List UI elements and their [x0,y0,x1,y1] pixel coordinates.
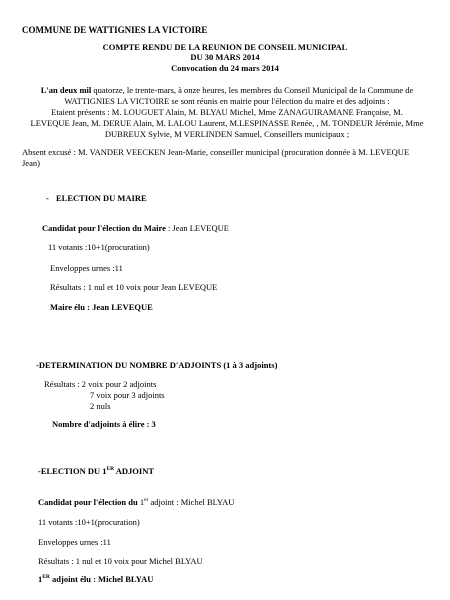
section-bullet: - [46,193,49,203]
adjoints-nombre: Nombre d'adjoints à élire : 3 [52,419,156,429]
intro-line-2 [18,96,436,107]
section-title-adjoints: -DETERMINATION DU NOMBRE D'ADJOINTS (1 à 3 adjoints) [36,360,278,370]
maire-votants: 11 votants :10+1(procuration) [48,242,150,252]
adjoint-candidat-sup: er [144,497,149,504]
adjoint-resultats: Résultats : 1 nul et 10 voix pour Michel BLYAU [38,556,203,566]
absent-paragraph [22,147,432,169]
commune-name: COMMUNE DE WATTIGNIES LA VICTOIRE [22,25,208,35]
intro-line-1-text: quatorze, le trente-mars, à onze heures, les membres du Conseil Municipal de la Commune de [91,85,414,95]
convocation-date: Convocation du 24 mars 2014 [171,62,279,73]
document-header [0,42,450,73]
adjoint-enveloppes: Enveloppes urnes :11 [38,537,111,547]
adjoint-elu [38,574,153,585]
report-title: COMPTE RENDU DE LA REUNION DE CONSEIL MUNICIPAL [102,42,348,52]
adjoint-title-part-2: ADJOINT [114,466,155,476]
present-line-3: DUBREUX Sylvie, M VERLINDEN Samuel, Conseillers municipaux ; [104,129,350,140]
maire-resultats: Résultats : 1 nul et 10 voix pour Jean LEVEQUE [50,282,218,292]
report-date: DU 30 MARS 2014 [190,52,260,63]
intro-paragraph [18,85,436,140]
adjoints-resultats-1: Résultats : 2 voix pour 2 adjoints [44,379,157,389]
absent-line-2: Jean) [22,158,40,169]
intro-line-1 [18,85,436,96]
section-title-maire: ELECTION DU MAIRE [56,193,147,203]
adjoint-title-sup: ER [106,466,115,473]
adjoints-resultats-3: 2 nuls [90,401,111,411]
adjoint-votants: 11 votants :10+1(procuration) [38,517,140,527]
section-title-adjoint-1 [38,466,154,477]
adjoint-elu-number: 1 [38,574,43,584]
intro-year: L'an deux mil [40,85,92,95]
maire-candidat [42,223,229,234]
adjoint-candidat-label: Candidat pour l'élection du [38,497,138,507]
maire-candidat-value: : Jean LEVEQUE [165,223,229,233]
present-line-1: Etaient présents : M. LOUGUET Alain, M. BLYAU Michel, Mme ZANAGUIRAMANE Françoise, M. [51,107,403,118]
adjoints-resultats-2: 7 voix pour 3 adjoints [90,390,165,400]
adjoint-candidat-number: 1 [137,497,145,507]
intro-line-2-colon: : [385,96,390,107]
intro-line-2-text: se sont réunis en mairie pour l'élection du maire et des adjoints [169,96,386,107]
maire-candidat-label: Candidat pour l'élection du Maire [42,223,166,233]
adjoint-elu-text: adjoint élu : Michel BLYAU [49,574,154,584]
present-line-2: LEVEQUE Jean, M. DERUE Alain, M. LALOU Laurent, M.LESPINASSE Renée, , M. TONDEUR Jérémie, Mme [30,118,424,129]
adjoint-title-part-1: -ELECTION DU 1 [38,466,107,476]
adjoint-candidat-value: adjoint : Michel BLYAU [148,497,235,507]
maire-elu: Maire élu : Jean LEVEQUE [50,302,153,312]
adjoint-elu-sup: ER [42,574,50,581]
adjoint-candidat [38,497,234,508]
commune-ref: WATTIGNIES LA VICTOIRE [64,96,170,107]
maire-enveloppes: Enveloppes urnes :11 [50,263,123,273]
absent-line-1: Absent excusé : M. VANDER VEECKEN Jean-Marie, conseiller municipal (procuration donnée à M. LEVEQUE [22,147,410,157]
